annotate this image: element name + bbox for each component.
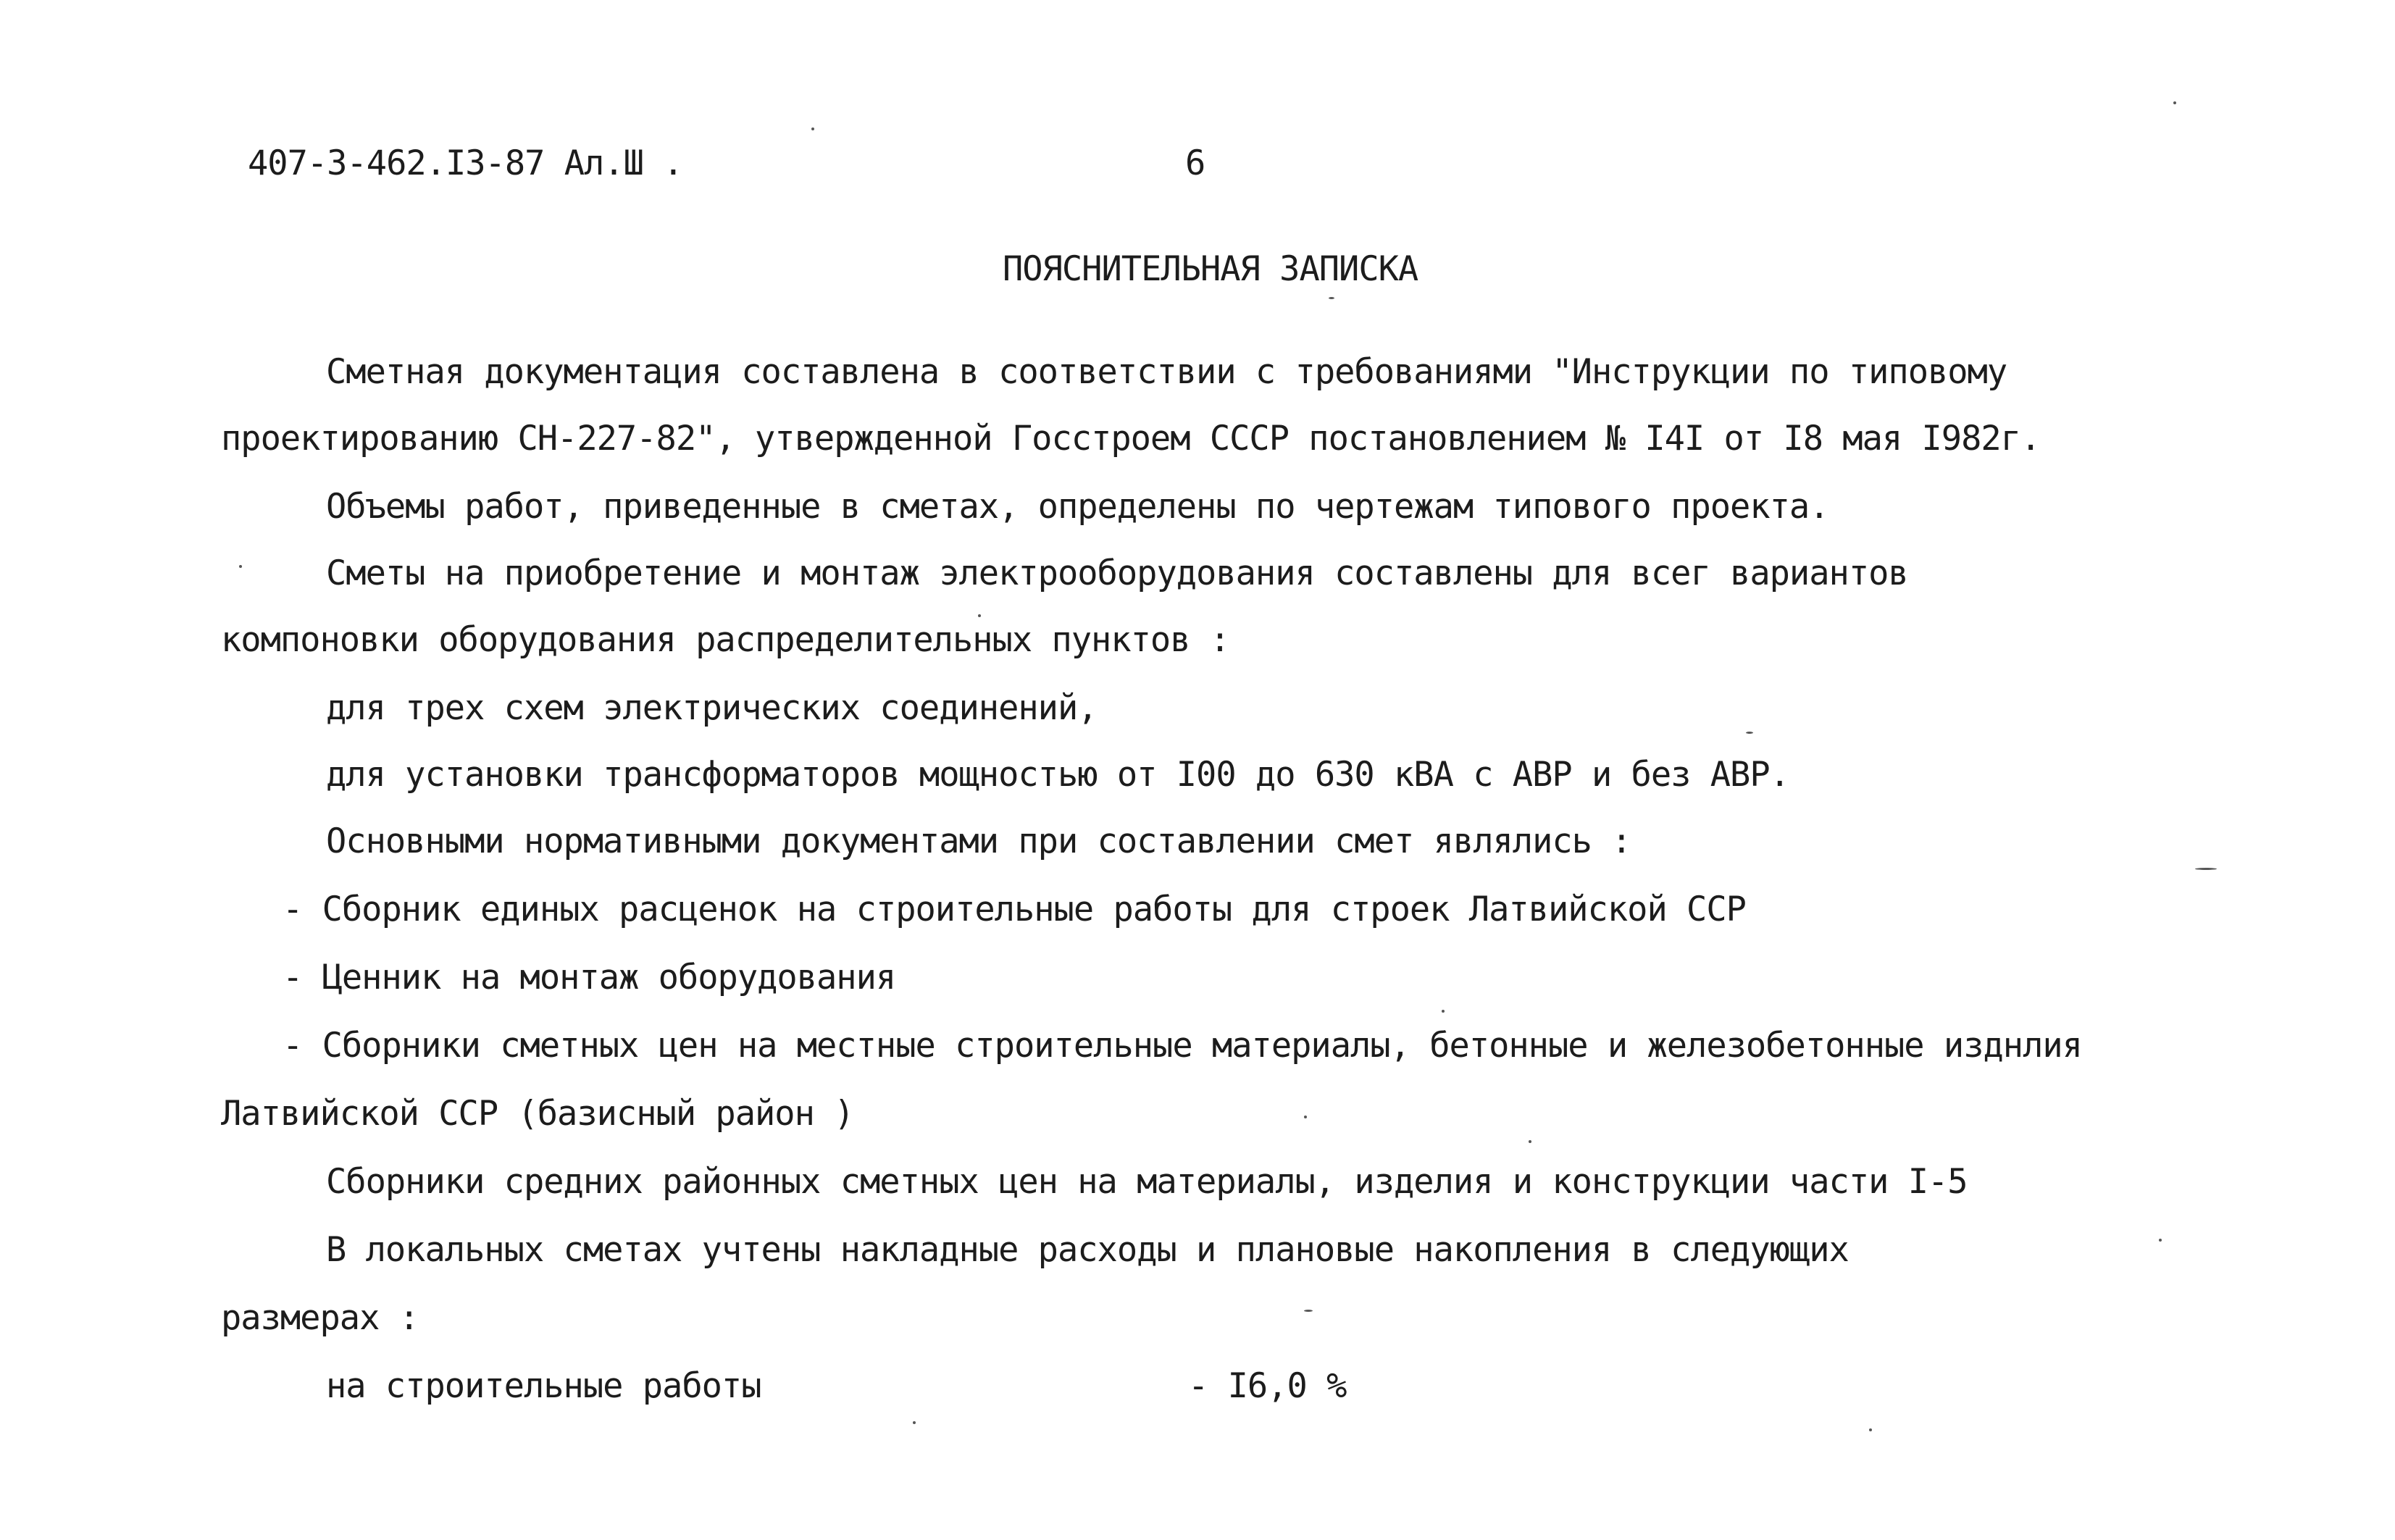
list-item: Латвийской ССР (базисный район ) (221, 1094, 854, 1134)
list-item: - Ценник на монтаж оборудования (283, 958, 896, 997)
page-number: 6 (1185, 143, 1205, 183)
paragraph-line: Сборники средних районных сметных цен на материалы, изделия и конструкции части I-5 (326, 1162, 1968, 1202)
paragraph-line: Основными нормативными документами при составлении смет являлись : (326, 821, 1631, 861)
scan-speck (1869, 1428, 1872, 1431)
document-code: 407-3-462.I3-87 Ал.Ш . (248, 143, 683, 183)
paragraph-line: В локальных сметах учтены накладные расходы и плановые накопления в следующих (326, 1230, 1849, 1270)
rate-value: - I6,0 % (1188, 1366, 1347, 1406)
paragraph-line: проектированию СН-227-82", утвержденной Госстроем СССР постановлением № I4I от I8 мая I982г. (221, 419, 2041, 459)
paragraph-line: компоновки оборудования распределительных пунктов : (221, 620, 1230, 660)
list-item: - Сборник единых расценок на строительные работы для строек Латвийской ССР (283, 890, 1746, 929)
scan-speck (1329, 297, 1334, 299)
scan-speck (1746, 732, 1753, 734)
scan-speck (2159, 1239, 2162, 1242)
paragraph-line: Сметная документация составлена в соответствии с требованиями "Инструкции по типовому (326, 352, 2007, 392)
scan-speck (811, 127, 814, 130)
scan-speck (1304, 1310, 1313, 1312)
document-title: ПОЯСНИТЕЛЬНАЯ ЗАПИСКА (1003, 249, 1418, 289)
scan-speck (1529, 1140, 1531, 1143)
paragraph-line: размерах : (221, 1298, 419, 1338)
scan-speck (913, 1421, 916, 1424)
rate-label: на строительные работы (326, 1366, 761, 1406)
scan-speck (239, 565, 242, 568)
scan-speck (2173, 101, 2176, 104)
paragraph-line: для трех схем электрических соединений, (326, 688, 1098, 728)
paragraph-line: Сметы на приобретение и монтаж электрооборудования составлены для всег вариантов (326, 553, 1908, 593)
list-item: - Сборники сметных цен на местные строительные материалы, бетонные и железобетонные изднлия (283, 1026, 2082, 1066)
scan-speck (1442, 1010, 1445, 1013)
paragraph-line: Объемы работ, приведенные в сметах, определены по чертежам типового проекта. (326, 487, 1829, 527)
scan-speck (1304, 1116, 1307, 1118)
scan-speck (978, 614, 981, 617)
paragraph-line: для установки трансформаторов мощностью от I00 до 630 кВА с АВР и без АВР. (326, 755, 1789, 795)
scan-speck (2195, 868, 2217, 870)
